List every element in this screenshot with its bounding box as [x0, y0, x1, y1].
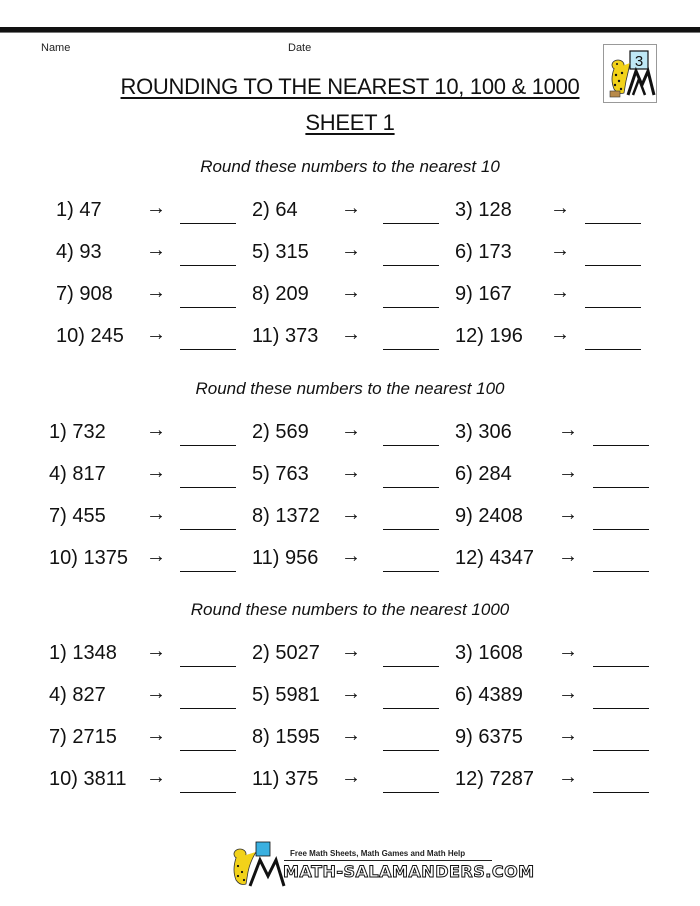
- arrow-right-icon: →: [558, 419, 578, 441]
- answer-blank[interactable]: [585, 265, 641, 266]
- answer-blank[interactable]: [383, 529, 439, 530]
- top-border: [0, 27, 700, 33]
- arrow-right-icon: →: [146, 323, 166, 345]
- question-label: 11) 375: [252, 768, 319, 790]
- question-label: 10) 3811: [49, 768, 127, 790]
- answer-blank[interactable]: [585, 223, 641, 224]
- arrow-right-icon: →: [558, 766, 578, 788]
- arrow-right-icon: →: [341, 461, 361, 483]
- question-label: 9) 2408: [455, 505, 523, 527]
- answer-blank[interactable]: [585, 307, 641, 308]
- question-row: [0, 463, 700, 493]
- answer-blank[interactable]: [180, 750, 236, 751]
- arrow-right-icon: →: [341, 503, 361, 525]
- answer-blank[interactable]: [180, 349, 236, 350]
- answer-blank[interactable]: [180, 571, 236, 572]
- question-label: 1) 47: [56, 199, 102, 221]
- date-label: Date: [288, 42, 312, 54]
- arrow-right-icon: →: [146, 682, 166, 704]
- question-row: [0, 547, 700, 577]
- answer-blank[interactable]: [383, 223, 439, 224]
- arrow-right-icon: →: [341, 640, 361, 662]
- question-label: 6) 173: [455, 241, 512, 263]
- arrow-right-icon: →: [146, 545, 166, 567]
- arrow-right-icon: →: [558, 545, 578, 567]
- footer-divider: [284, 860, 492, 861]
- question-label: 7) 455: [49, 505, 106, 527]
- question-label: 7) 908: [56, 283, 113, 305]
- question-label: 6) 284: [455, 463, 512, 485]
- question-label: 8) 1372: [252, 505, 320, 527]
- answer-blank[interactable]: [585, 349, 641, 350]
- arrow-right-icon: →: [341, 323, 361, 345]
- question-label: 4) 827: [49, 684, 106, 706]
- question-row: [0, 505, 700, 535]
- question-label: 8) 1595: [252, 726, 320, 748]
- arrow-right-icon: →: [341, 682, 361, 704]
- section-instruction: Round these numbers to the nearest 10: [200, 157, 500, 176]
- question-label: 7) 2715: [49, 726, 117, 748]
- sheet-number: SHEET 1: [305, 110, 395, 135]
- arrow-right-icon: →: [146, 281, 166, 303]
- answer-blank[interactable]: [383, 571, 439, 572]
- answer-blank[interactable]: [593, 708, 649, 709]
- answer-blank[interactable]: [593, 529, 649, 530]
- arrow-right-icon: →: [558, 724, 578, 746]
- question-row: [0, 768, 700, 798]
- answer-blank[interactable]: [180, 445, 236, 446]
- answer-blank[interactable]: [383, 708, 439, 709]
- question-row: [0, 283, 700, 313]
- answer-blank[interactable]: [383, 792, 439, 793]
- answer-blank[interactable]: [383, 307, 439, 308]
- answer-blank[interactable]: [383, 349, 439, 350]
- question-row: [0, 325, 700, 355]
- question-row: [0, 199, 700, 229]
- arrow-right-icon: →: [146, 503, 166, 525]
- answer-blank[interactable]: [180, 792, 236, 793]
- question-label: 10) 245: [56, 325, 124, 347]
- arrow-right-icon: →: [558, 640, 578, 662]
- question-row: [0, 421, 700, 451]
- question-label: 3) 1608: [455, 642, 523, 664]
- arrow-right-icon: →: [341, 197, 361, 219]
- question-label: 2) 64: [252, 199, 298, 221]
- answer-blank[interactable]: [593, 571, 649, 572]
- page-title: ROUNDING TO THE NEAREST 10, 100 & 1000: [120, 74, 580, 99]
- footer-tagline: Free Math Sheets, Math Games and Math Help: [290, 849, 466, 858]
- question-label: 4) 93: [56, 241, 102, 263]
- question-label: 11) 373: [252, 325, 319, 347]
- question-label: 3) 306: [455, 421, 512, 443]
- arrow-right-icon: →: [558, 682, 578, 704]
- question-label: 3) 128: [455, 199, 512, 221]
- section-instruction: Round these numbers to the nearest 100: [195, 379, 505, 398]
- answer-blank[interactable]: [593, 445, 649, 446]
- arrow-right-icon: →: [341, 239, 361, 261]
- question-label: 6) 4389: [455, 684, 523, 706]
- question-label: 12) 7287: [455, 768, 534, 790]
- footer-site-name: MATH-SALAMANDERS.COM: [283, 862, 535, 881]
- answer-blank[interactable]: [593, 666, 649, 667]
- arrow-right-icon: →: [341, 281, 361, 303]
- arrow-right-icon: →: [146, 724, 166, 746]
- answer-blank[interactable]: [180, 307, 236, 308]
- answer-blank[interactable]: [383, 666, 439, 667]
- arrow-right-icon: →: [341, 545, 361, 567]
- section-instruction: Round these numbers to the nearest 1000: [190, 600, 510, 619]
- arrow-right-icon: →: [341, 724, 361, 746]
- question-label: 1) 732: [49, 421, 106, 443]
- answer-blank[interactable]: [593, 792, 649, 793]
- footer-salamander-icon: [228, 840, 288, 890]
- arrow-right-icon: →: [146, 419, 166, 441]
- answer-blank[interactable]: [383, 750, 439, 751]
- arrow-right-icon: →: [341, 419, 361, 441]
- arrow-right-icon: →: [146, 640, 166, 662]
- question-label: 12) 196: [455, 325, 523, 347]
- arrow-right-icon: →: [558, 503, 578, 525]
- answer-blank[interactable]: [383, 265, 439, 266]
- question-label: 5) 315: [252, 241, 309, 263]
- answer-blank[interactable]: [180, 223, 236, 224]
- question-label: 1) 1348: [49, 642, 117, 664]
- question-label: 8) 209: [252, 283, 309, 305]
- question-row: [0, 241, 700, 271]
- answer-blank[interactable]: [180, 529, 236, 530]
- question-label: 9) 6375: [455, 726, 523, 748]
- answer-blank[interactable]: [180, 666, 236, 667]
- question-label: 2) 5027: [252, 642, 320, 664]
- question-label: 11) 956: [252, 547, 319, 569]
- question-label: 2) 569: [252, 421, 309, 443]
- arrow-right-icon: →: [146, 197, 166, 219]
- answer-blank[interactable]: [180, 487, 236, 488]
- question-label: 5) 5981: [252, 684, 320, 706]
- answer-blank[interactable]: [180, 708, 236, 709]
- logo-number: 3: [634, 53, 644, 70]
- arrow-right-icon: →: [558, 461, 578, 483]
- arrow-right-icon: →: [146, 766, 166, 788]
- answer-blank[interactable]: [593, 487, 649, 488]
- arrow-right-icon: →: [146, 461, 166, 483]
- question-label: 4) 817: [49, 463, 106, 485]
- arrow-right-icon: →: [550, 197, 570, 219]
- question-row: [0, 642, 700, 672]
- question-row: [0, 684, 700, 714]
- answer-blank[interactable]: [593, 750, 649, 751]
- question-label: 10) 1375: [49, 547, 128, 569]
- answer-blank[interactable]: [180, 265, 236, 266]
- answer-blank[interactable]: [383, 445, 439, 446]
- arrow-right-icon: →: [550, 323, 570, 345]
- question-row: [0, 726, 700, 756]
- arrow-right-icon: →: [550, 281, 570, 303]
- question-label: 12) 4347: [455, 547, 534, 569]
- answer-blank[interactable]: [383, 487, 439, 488]
- arrow-right-icon: →: [341, 766, 361, 788]
- question-label: 9) 167: [455, 283, 512, 305]
- arrow-right-icon: →: [550, 239, 570, 261]
- name-label: Name: [41, 42, 71, 54]
- arrow-right-icon: →: [146, 239, 166, 261]
- question-label: 5) 763: [252, 463, 309, 485]
